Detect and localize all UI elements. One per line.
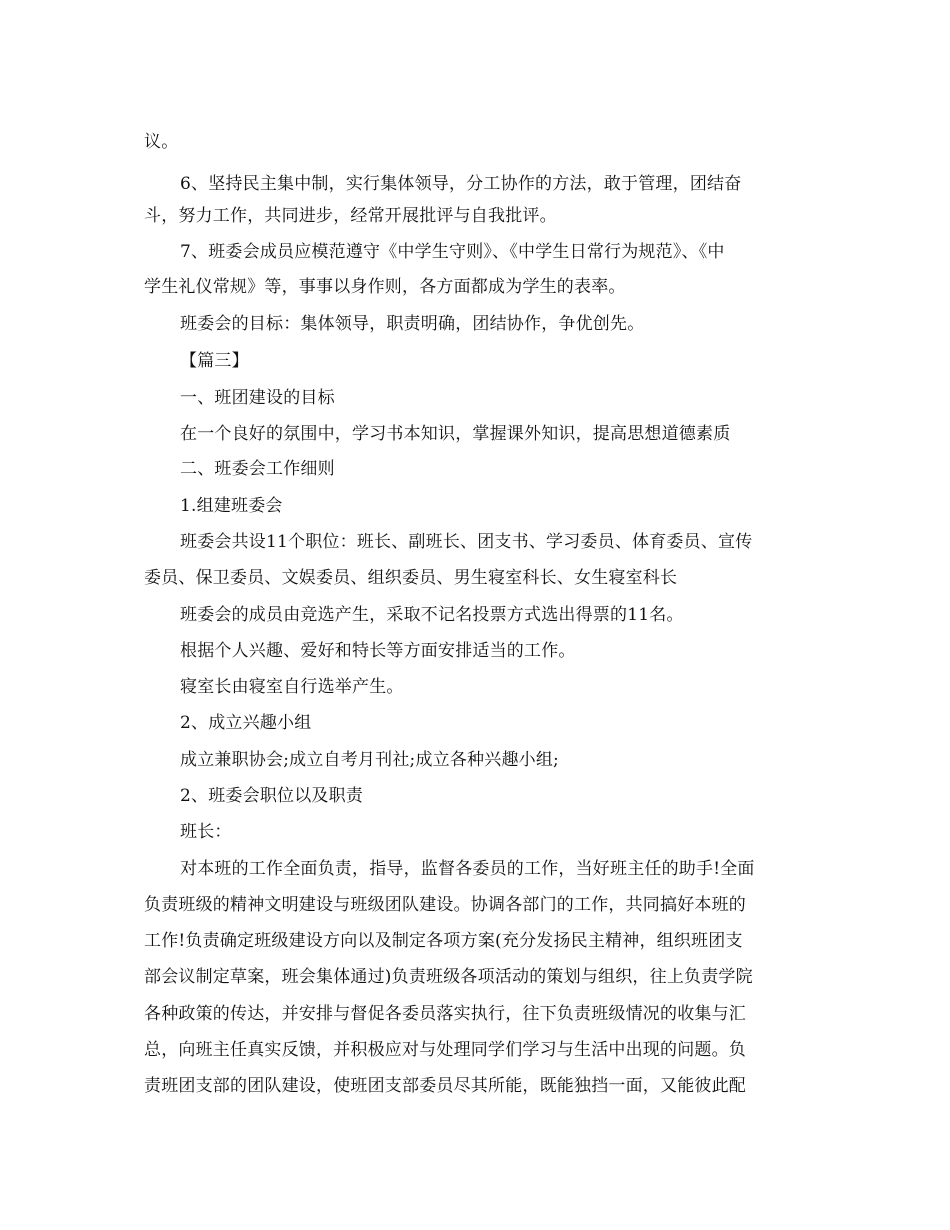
text-line: 2、班委会职位以及职责 xyxy=(180,786,364,806)
text-line: 部会议制定草案，班会集体通过)负责班级各项活动的策划与组织，往上负责学院 xyxy=(144,967,753,987)
text-line: 议。 xyxy=(144,132,179,152)
text-line: 班委会的成员由竞选产生，采取不记名投票方式选出得票的11名。 xyxy=(180,605,684,625)
text-line: 6、坚持民主集中制，实行集体领导，分工协作的方法，敢于管理，团结奋 xyxy=(180,174,742,194)
section-heading: 【篇三】 xyxy=(180,351,249,371)
text-line: 各种政策的传达，并安排与督促各委员落实执行，往下负责班级情况的收集与汇 xyxy=(144,1004,746,1024)
text-line: 1.组建班委会 xyxy=(180,496,283,516)
text-line: 在一个良好的氛围中，学习书本知识，掌握课外知识，提高思想道德素质 xyxy=(180,424,731,444)
text-line: 班委会的目标：集体领导，职责明确，团结协作，争优创先。 xyxy=(180,314,645,334)
text-line: 班委会共设11个职位：班长、副班长、团支书、学习委员、体育委员、宣传 xyxy=(180,532,753,552)
text-line: 对本班的工作全面负责，指导，监督各委员的工作，当好班主任的助手!全面 xyxy=(180,859,755,879)
text-line: 负责班级的精神文明建设与班级团队建设。协调各部门的工作，共同搞好本班的 xyxy=(144,895,746,915)
text-line: 学生礼仪常规》等，事事以身作则，各方面都成为学生的表率。 xyxy=(144,277,626,297)
text-line: 工作!负责确定班级建设方向以及制定各项方案(充分发扬民主精神，组织班团支 xyxy=(144,931,743,951)
text-line: 责班团支部的团队建设，使班团支部委员尽其所能，既能独挡一面，又能彼此配 xyxy=(144,1076,746,1096)
text-line: 二、班委会工作细则 xyxy=(180,459,335,479)
text-line: 根据个人兴趣、爱好和特长等方面安排适当的工作。 xyxy=(180,641,576,661)
text-line: 班长： xyxy=(180,822,232,842)
text-line: 2、成立兴趣小组 xyxy=(180,713,312,733)
text-line: 一、班团建设的目标 xyxy=(180,388,335,408)
text-line: 委员、保卫委员、文娱委员、组织委员、男生寝室科长、女生寝室科长 xyxy=(144,568,678,588)
text-line: 总，向班主任真实反馈，并积极应对与处理同学们学习与生活中出现的问题。负 xyxy=(144,1040,746,1060)
text-line: 成立兼职协会;成立自考月刊社;成立各种兴趣小组; xyxy=(180,750,559,770)
text-line: 斗，努力工作，共同进步，经常开展批评与自我批评。 xyxy=(144,206,557,226)
text-line: 寝室长由寝室自行选举产生。 xyxy=(180,677,404,697)
text-line: 7、班委会成员应模范遵守《中学生守则》、《中学生日常行为规范》、《中 xyxy=(180,242,725,262)
